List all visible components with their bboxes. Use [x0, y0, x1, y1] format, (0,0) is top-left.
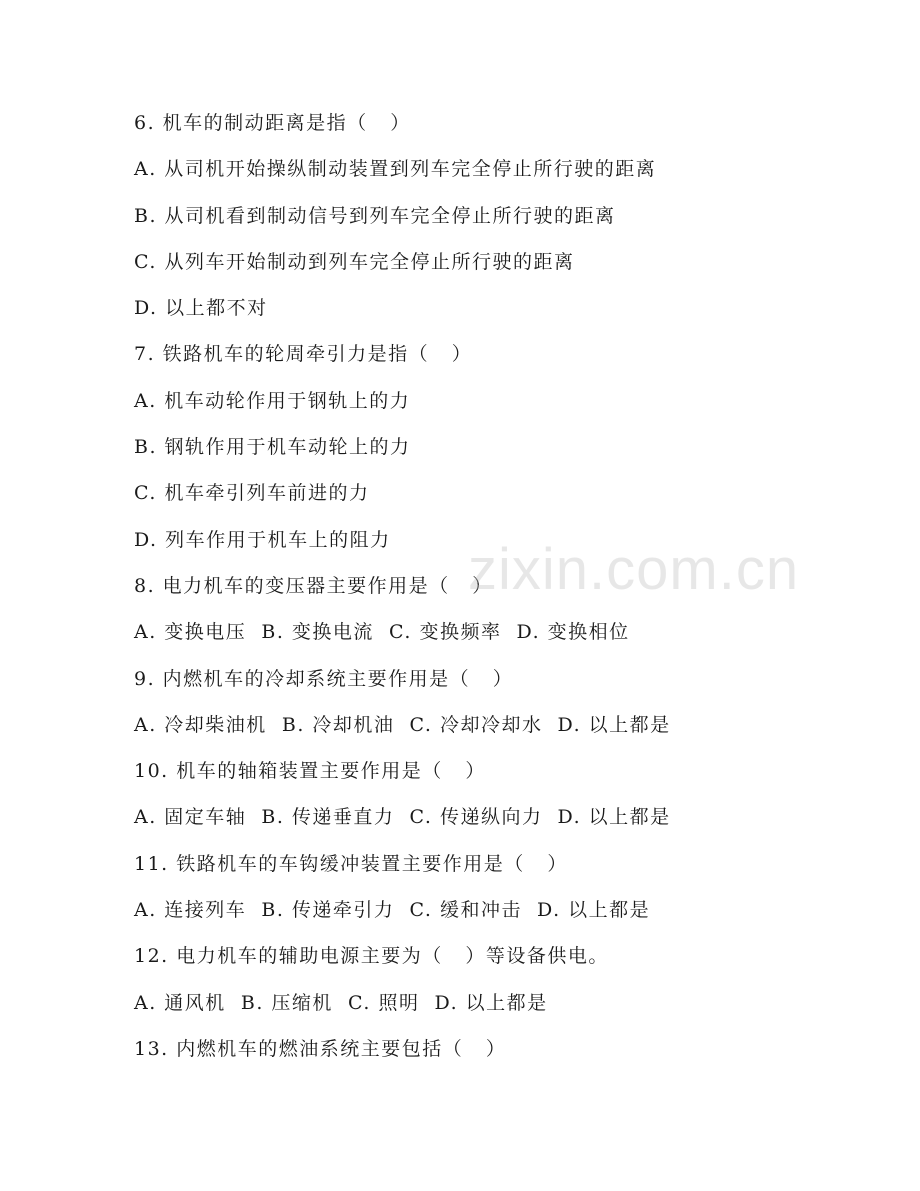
question-7-option-b: B. 钢轨作用于机车动轮上的力 [134, 436, 411, 459]
question-6-option-c: C. 从列车开始制动到列车完全停止所行驶的距离 [134, 250, 575, 273]
question-7-option-d: D. 列车作用于机车上的阻力 [134, 528, 391, 551]
question-12-stem: 12. 电力机车的辅助电源主要为（ ）等设备供电。 [134, 945, 609, 968]
question-11-stem: 11. 铁路机车的车钩缓冲装置主要作用是（ ） [134, 852, 568, 875]
question-10-options: A. 固定车轴 B. 传递垂直力 C. 传递纵向力 D. 以上都是 [134, 806, 671, 829]
question-7-option-c: C. 机车牵引列车前进的力 [134, 482, 370, 505]
question-9-options: A. 冷却柴油机 B. 冷却机油 C. 冷却冷却水 D. 以上都是 [134, 713, 671, 736]
question-6-option-d: D. 以上都不对 [134, 297, 268, 320]
question-13-stem: 13. 内燃机车的燃油系统主要包括（ ） [134, 1037, 507, 1060]
question-list [134, 106, 854, 1078]
question-8-stem: 8. 电力机车的变压器主要作用是（ ） [134, 574, 493, 597]
question-7-stem: 7. 铁路机车的轮周牵引力是指（ ） [134, 343, 473, 366]
question-8-options: A. 变换电压 B. 变换电流 C. 变换频率 D. 变换相位 [134, 621, 630, 644]
question-12-options: A. 通风机 B. 压缩机 C. 照明 D. 以上都是 [134, 991, 548, 1014]
question-6-stem: 6. 机车的制动距离是指（ ） [134, 112, 411, 134]
question-9-stem: 9. 内燃机车的冷却系统主要作用是（ ） [134, 667, 514, 690]
question-6-option-a: A. 从司机开始操纵制动装置到列车完全停止所行驶的距离 [134, 158, 657, 181]
question-7-option-a: A. 机车动轮作用于钢轨上的力 [134, 389, 411, 412]
question-11-options: A. 连接列车 B. 传递牵引力 C. 缓和冲击 D. 以上都是 [134, 899, 651, 922]
question-10-stem: 10. 机车的轴箱装置主要作用是（ ） [134, 760, 486, 783]
watermark-text: zixin.com.cn [468, 537, 800, 602]
question-6-option-b: B. 从司机看到制动信号到列车完全停止所行驶的距离 [134, 204, 616, 227]
